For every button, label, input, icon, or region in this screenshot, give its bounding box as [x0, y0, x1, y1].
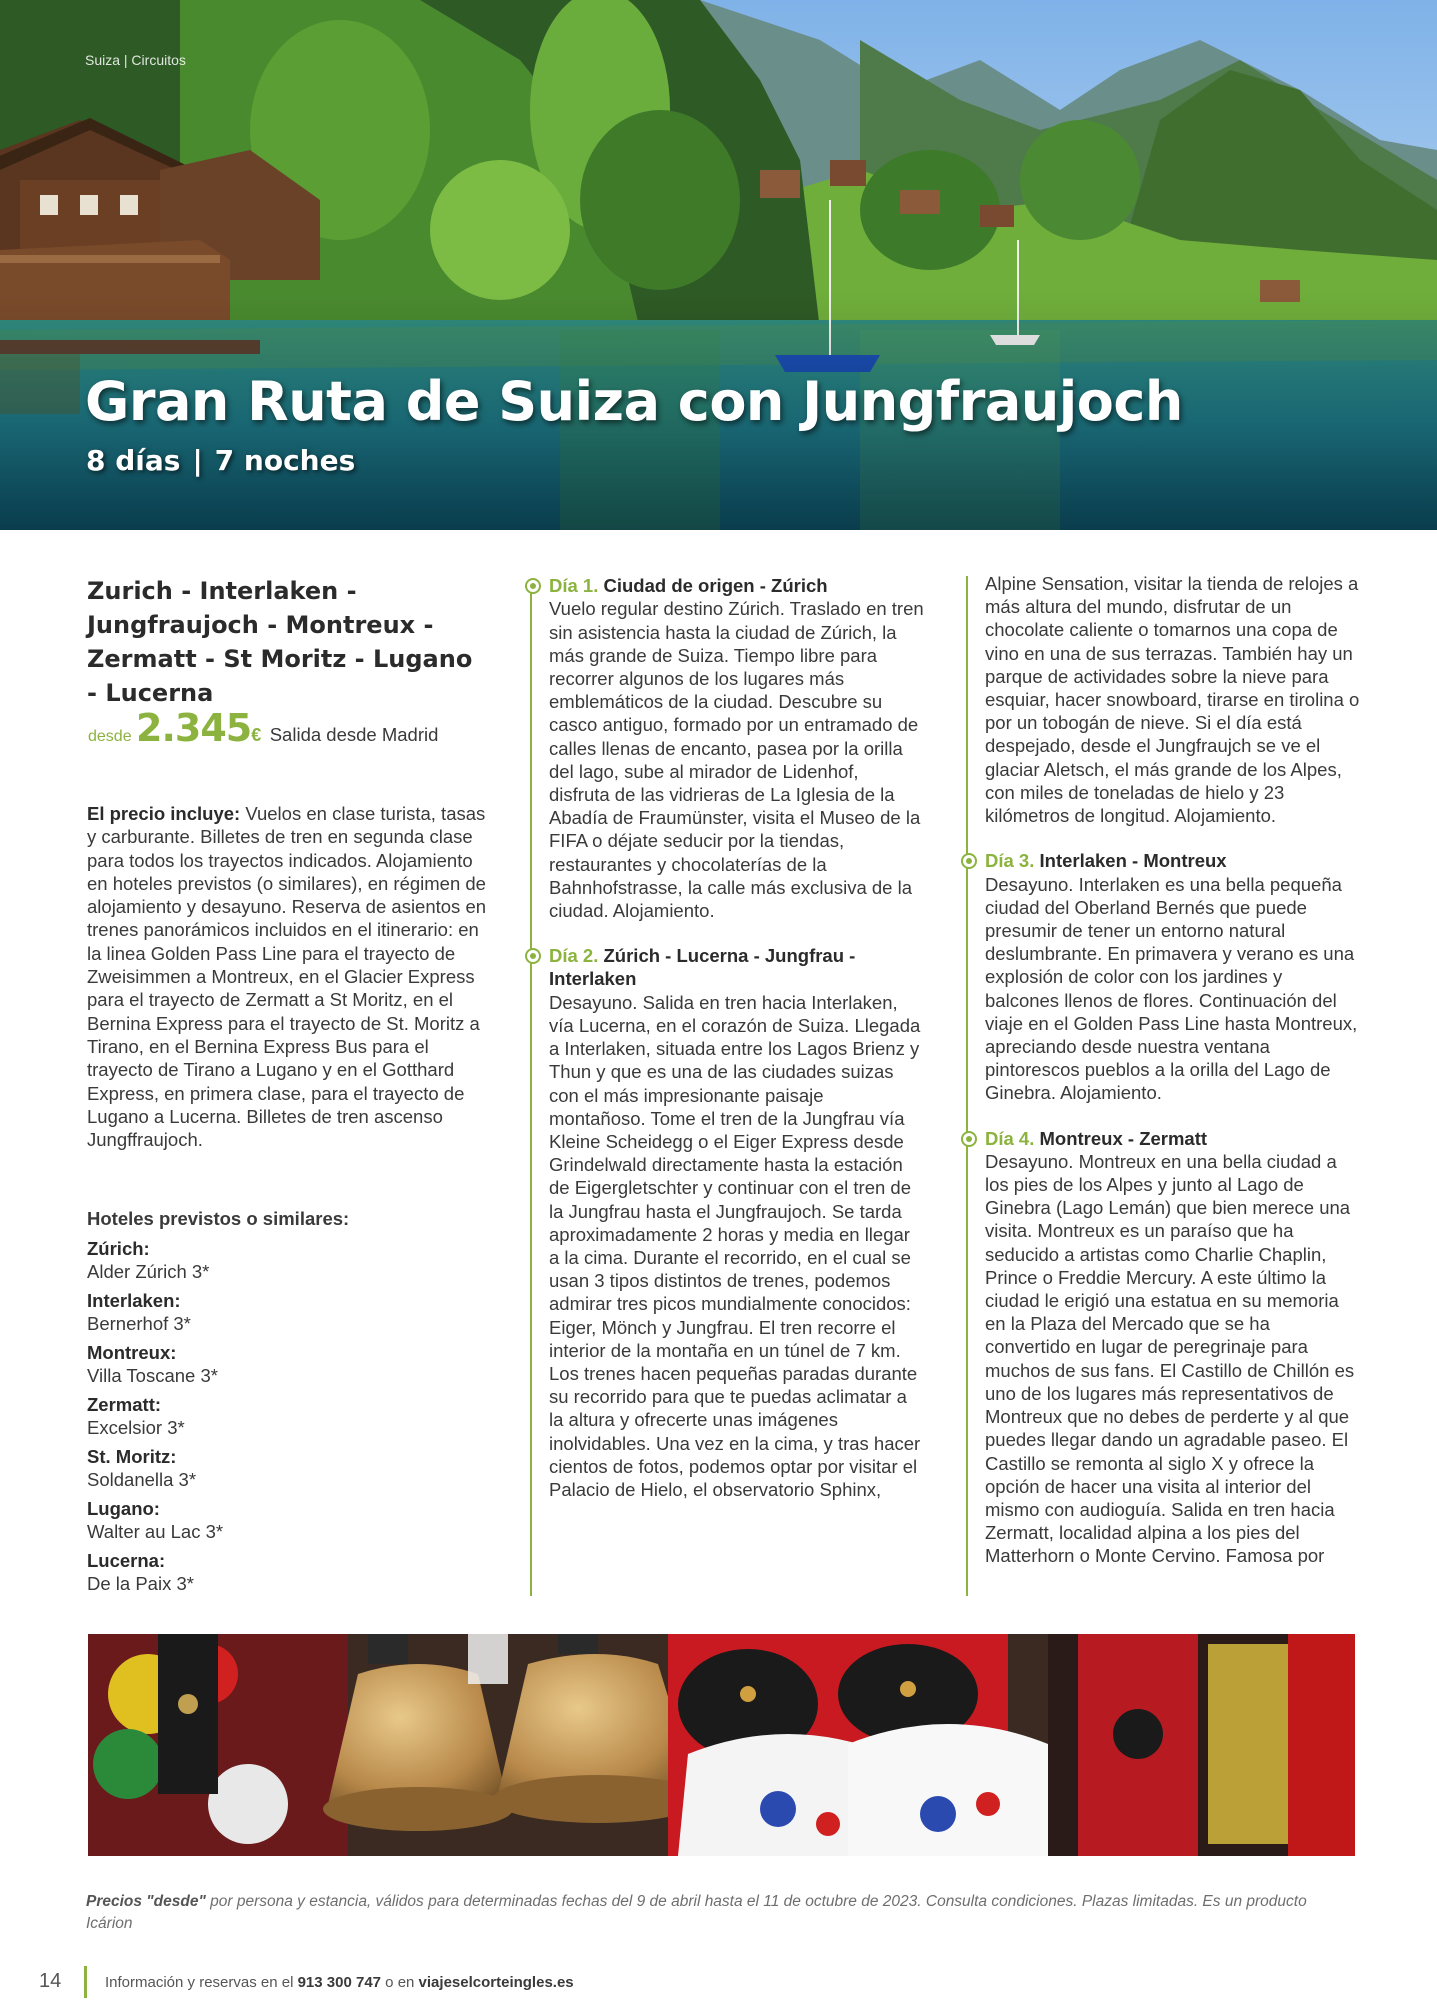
footer-phone[interactable]: 913 300 747 — [297, 1974, 382, 1991]
timeline-line — [530, 590, 532, 1596]
includes-text: Vuelos en clase turista, tasas y carburante. Billetes de tren en segunda clase para todos los trayectos indicados. Alojamiento en hoteles previstos (o similares), en régimen de alojamiento y desayuno. Reserva de asientos en trenes panorámicos incluidos en el itinerario: en la linea Golden Pass Line para el trayecto de Zweisimmen a Montreux, en el Glacier Express para el trayecto de Zermatt a St Moritz, en el Bernina Express para el trayecto de St. Moritz a Tirano, en el Bernina Express Bus para el trayecto de Tirano a Lugano y en el Gotthard Express, en primera clase, para el trayecto de Lugano a Lucerna. Billetes de tren ascenso Jungffraujoch. — [87, 803, 487, 1151]
page-title: Gran Ruta de Suiza con Jungfraujoch — [85, 370, 1183, 433]
photo-cowbells-souvenirs — [88, 1634, 1355, 1856]
hotel-name: De la Paix 3* — [87, 1572, 194, 1594]
day-number: Día 4. — [985, 1127, 1035, 1149]
hotel-name: Walter au Lac 3* — [87, 1520, 224, 1542]
trip-duration — [86, 444, 355, 477]
footer-middle: o en — [381, 1974, 419, 1991]
hotel-item — [87, 1498, 467, 1543]
page-number: 14 — [39, 1970, 62, 1992]
duration-separator: | — [192, 444, 203, 477]
footnote-text: por persona y estancia, válidos para determinadas fechas del 9 de abril hasta el 11 de octubre de 2023. Consulta condiciones. Plazas limitadas. Es un producto Icárion — [86, 1893, 1307, 1932]
price-footnote — [86, 1891, 1351, 1935]
price-amount: 2.345 — [136, 706, 252, 750]
hotel-city: Lugano: — [87, 1498, 160, 1519]
hotel-item — [87, 1342, 467, 1387]
hotel-city: Zúrich: — [87, 1238, 150, 1259]
day-title: Ciudad de origen - Zúrich — [603, 575, 828, 596]
footnote-bold: Precios "desde" — [86, 1893, 206, 1910]
hotels-title: Hoteles previstos o similares: — [87, 1208, 350, 1229]
route-heading: Zurich - Interlaken - Jungfraujoch - Montreux - Zermatt - St Moritz - Lugano - Lucerna — [87, 577, 473, 707]
duration-nights: 7 noches — [214, 444, 356, 477]
day-text: Desayuno. Salida en tren hacia Interlaken, vía Lucerna, en el corazón de Suiza. Llegada a Interlaken, situada entre los Lagos Brienz y Thun y que es una de las ciudades suizas con el más impresionante paisaje montañoso. Tome el tren de la Jungfrau vía Kleine Scheidegg o el Eiger Express desde Grindelwald directamente hasta la estación de Eigergletschter y continuar con el tren de la Jungfrau hasta el Jungfraujoch. Se tarda aproximadamente 2 horas y media en llegar a la cima. Durante el recorrido, en el cual se usan 3 tipos distintos de trenes, podemos admirar tres picos mundialmente conocidos: Eiger, Mönch y Jungfrau. El tren recorre el interior de la montaña en un túnel de 7 km. Los trenes hacen pequeñas paradas durante su recorrido para que te puedas aclimatar a la altura y ofrecerte unas imágenes inolvidables. Una vez en la cima, y tras hacer cientos de fotos, podemos optar por visitar el Palacio de Hielo, el observatorio Sphinx, — [549, 991, 921, 1500]
footer-divider — [84, 1966, 87, 1998]
day-text: Desayuno. Interlaken es una bella pequeña ciudad del Oberland Bernés que puede presumir de tener un entorno natural deslumbrante. En primavera y verano es una explosión de color con los jardines y balcones llenos de flores. Continuación del viaje en el Golden Pass Line hasta Montreux, apreciando desde nuestra ventana pintorescos pueblos a la orilla del Lago de Ginebra. Alojamiento. — [985, 873, 1358, 1104]
price-currency: € — [251, 725, 262, 745]
day-number: Día 2. — [549, 945, 599, 967]
day-heading — [985, 849, 1360, 872]
hotel-item — [87, 1290, 467, 1335]
departure-city: Salida desde Madrid — [269, 724, 439, 745]
itinerary-day-2 — [549, 944, 924, 1501]
day-title: Zúrich - Lucerna - Jungfrau - Interlaken — [549, 945, 856, 990]
itinerary-column-2 — [549, 574, 924, 1523]
price-line — [88, 706, 438, 750]
itinerary-column-3 — [985, 572, 1360, 1590]
hotel-name: Excelsior 3* — [87, 1416, 185, 1438]
day-number: Día 3. — [985, 850, 1035, 872]
itinerary-day-4 — [985, 1127, 1360, 1568]
footer-website-link[interactable]: viajeselcorteingles.es — [418, 1974, 574, 1991]
price-includes — [87, 802, 487, 1151]
price-prefix: desde — [88, 728, 132, 745]
day-text: Desayuno. Montreux en una bella ciudad a los pies de los Alpes y junto al Lago de Ginebra (Lago Lemán) que bien merece una visita. Montreux es un paraíso que ha seducido a artistas como Charlie Chaplin, Prince o Freddie Mercury. A este último la ciudad le erigió una estatua en su memoria en la Plaza del Mercado que se ha convertido en lugar de peregrinaje para muchos de sus fans. El Castillo de Chillón es uno de los lugares más representativos de Montreux que no debes de perderte y al que puedes llegar dando un agradable paseo. El Castillo se remonta al siglo X y ofrece la opción de hacer una visita al interior del mismo con audioguía. Salida en tren hacia Zermatt, localidad alpina a los pies del Matterhorn o Monte Cervino. Famosa por — [985, 1150, 1355, 1567]
day-title: Interlaken - Montreux — [1039, 850, 1227, 872]
day-heading — [549, 574, 924, 597]
hotel-item — [87, 1550, 467, 1595]
hotel-name: Villa Toscane 3* — [87, 1364, 218, 1386]
hotel-item — [87, 1238, 467, 1283]
cowbells-image — [88, 1634, 1355, 1856]
hotel-name: Alder Zúrich 3* — [87, 1260, 210, 1282]
hero-banner — [0, 0, 1437, 530]
footer-contact — [105, 1974, 574, 1991]
hotel-city: Lucerna: — [87, 1550, 166, 1571]
hotel-city: St. Moritz: — [87, 1446, 177, 1467]
hotel-name: Soldanella 3* — [87, 1468, 197, 1490]
hotels-list — [87, 1238, 467, 1602]
hotel-name: Bernerhof 3* — [87, 1312, 191, 1334]
day-number: Día 1. — [549, 575, 599, 596]
timeline-marker-icon — [525, 578, 541, 594]
hotel-item — [87, 1446, 467, 1491]
timeline-marker-icon — [525, 948, 541, 964]
day-heading — [985, 1127, 1360, 1150]
hotel-city: Montreux: — [87, 1342, 177, 1363]
itinerary-day-1 — [549, 574, 924, 922]
breadcrumb: Suiza | Circuitos — [85, 52, 186, 68]
footer-prefix: Información y reservas en el — [105, 1974, 298, 1991]
duration-days: 8 días — [86, 444, 181, 477]
hotel-city: Interlaken: — [87, 1290, 181, 1311]
day-title: Montreux - Zermatt — [1039, 1127, 1208, 1149]
hotel-city: Zermatt: — [87, 1394, 162, 1415]
hotel-item — [87, 1394, 467, 1439]
timeline-marker-icon — [961, 853, 977, 869]
day-2-continued: Alpine Sensation, visitar la tienda de relojes a más altura del mundo, disfrutar de un chocolate caliente o tomarnos una copa de vino en una de sus terrazas. También hay un parque de actividades sobre la nieve para esquiar, hacer snowboard, tirarse en tirolina o por un tobogán de nieve. Si el día está despejado, desde el Jungfraujch se ve el glaciar Aletsch, el más grande de los Alpes, con miles de toneladas de hielo y 23 kilómetros de longitud. Alojamiento. — [985, 573, 1360, 827]
day-heading — [549, 944, 924, 991]
timeline-marker-icon — [961, 1131, 977, 1147]
day-text: Vuelo regular destino Zúrich. Traslado en tren sin asistencia hasta la ciudad de Zúrich, la más grande de Suiza. Tiempo libre para recorrer algunos de los lugares más emblemáticos de la ciudad. Descubre su casco antiguo, formado por un entramado de calles llenas de encanto, pasea por la orilla del lago, sube al mirador de Lidenhof, disfruta de las vidrieras de La Iglesia de la Abadía de Fraumünster, visita el Museo de la FIFA o déjate seducir por la tiendas, restaurantes y chocolaterías de la Bahnhofstrasse, la calle más exclusiva de la ciudad. Alojamiento. — [549, 598, 924, 921]
timeline-line — [966, 576, 968, 1596]
itinerary-day-3 — [985, 849, 1360, 1104]
includes-label: El precio incluye: — [87, 803, 241, 824]
